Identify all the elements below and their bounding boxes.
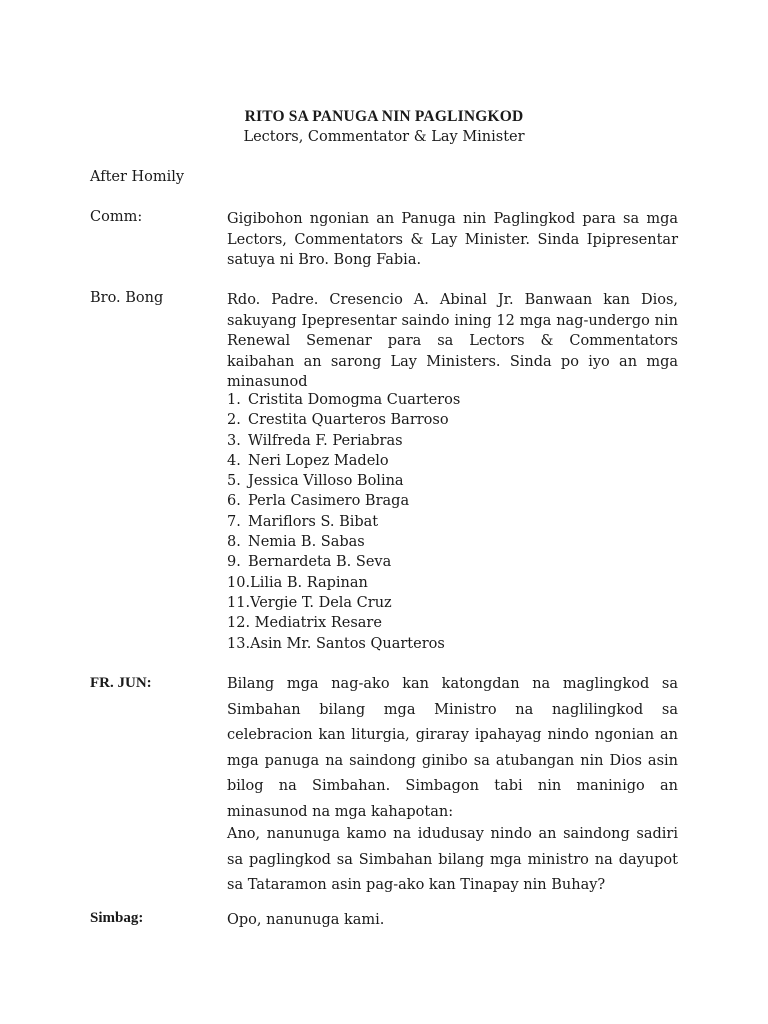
list-item-number: 8. xyxy=(227,534,241,551)
list-item xyxy=(227,512,460,532)
list-item xyxy=(227,593,460,613)
list-item xyxy=(227,471,460,491)
list-item-name: Perla Casimero Braga xyxy=(248,493,410,510)
list-item-name: Jessica Villoso Bolina xyxy=(248,473,404,490)
list-item-number: 4. xyxy=(227,452,241,469)
list-item-name: Wilfreda F. Periabras xyxy=(248,432,403,449)
list-item-name: Lilia B. Rapinan xyxy=(250,574,368,591)
list-item-number: 7. xyxy=(227,513,241,530)
list-item xyxy=(227,613,460,633)
list-item-name: Cristita Domogma Cuarteros xyxy=(248,392,461,408)
list-item-number: 2. xyxy=(227,412,241,429)
document-title: RITO SA PANUGA NIN PAGLINGKOD xyxy=(244,108,524,125)
list-item-number: 1. xyxy=(227,392,241,408)
list-item xyxy=(227,390,460,410)
list-item xyxy=(227,491,460,511)
list-item-name: Neri Lopez Madelo xyxy=(248,452,389,469)
minister-list xyxy=(227,390,460,654)
list-item xyxy=(227,634,460,654)
list-item-number: 3. xyxy=(227,432,241,449)
list-item xyxy=(227,552,460,572)
list-item-number: 11. xyxy=(227,594,251,611)
list-item-number: 5. xyxy=(227,473,241,490)
list-item-name: Mediatrix Resare xyxy=(250,615,382,632)
fr-jun-label: FR. JUN: xyxy=(90,675,152,691)
list-item-name: Nemia B. Sabas xyxy=(248,534,365,551)
fr-jun-question: Ano, nanunuga kamo na idudusay nindo an saindong sadiri sa paglingkod sa Simbahan bilang mga ministro na dayupot sa Tataramon asin pag-ako kan Tinapay nin Buhay? xyxy=(227,826,678,893)
list-item-number: 13. xyxy=(227,635,251,652)
list-item xyxy=(227,573,460,593)
list-item-number: 6. xyxy=(227,493,241,510)
list-item-number: 12. xyxy=(227,615,251,632)
list-item-name: Bernardeta B. Seva xyxy=(248,554,392,571)
intro-label: After Homily xyxy=(90,169,185,185)
list-item-name: Mariflors S. Bibat xyxy=(248,513,379,530)
list-item xyxy=(227,451,460,471)
bro-bong-text: Rdo. Padre. Cresencio A. Abinal Jr. Banwaan kan Dios, sakuyang Ipepresentar saindo ining 12 mga nag-undergo nin Renewal Semenar para sa Lectors & Commentators kaibahan an sarong Lay Ministers. Sinda po iyo an mga minasunod xyxy=(227,292,678,390)
list-item xyxy=(227,532,460,552)
bro-bong-label: Bro. Bong xyxy=(90,290,164,306)
comm-text: Gigibohon ngonian an Panuga nin Paglingkod para sa mga Lectors, Commentators & Lay Minister. Sinda Ipipresentar satuya ni Bro. Bong Fabia. xyxy=(227,211,678,268)
list-item-number: 9. xyxy=(227,554,241,571)
list-item-name: Crestita Quarteros Barroso xyxy=(248,412,449,429)
list-item-name: Asin Mr. Santos Quarteros xyxy=(250,635,445,652)
fr-jun-text: Bilang mga nag-ako kan katongdan na maglingkod sa Simbahan bilang mga Ministro na naglilingkod sa celebracion kan liturgia, giraray ipahayag nindo ngonian an mga panuga na saindong ginibo sa atubangan nin Dios asin bilog na Simbahan. Simbagon tabi nin maninigo an minasunod na mga kahapotan: xyxy=(227,676,678,820)
list-item xyxy=(227,431,460,451)
simbag-label: Simbag: xyxy=(90,910,144,926)
list-item-name: Vergie T. Dela Cruz xyxy=(250,594,392,611)
document-subtitle: Lectors, Commentator & Lay Minister xyxy=(243,129,525,145)
list-item xyxy=(227,410,460,430)
list-item-number: 10. xyxy=(227,574,251,591)
simbag-text: Opo, nanunuga kami. xyxy=(227,912,385,928)
comm-label: Comm: xyxy=(90,209,143,225)
